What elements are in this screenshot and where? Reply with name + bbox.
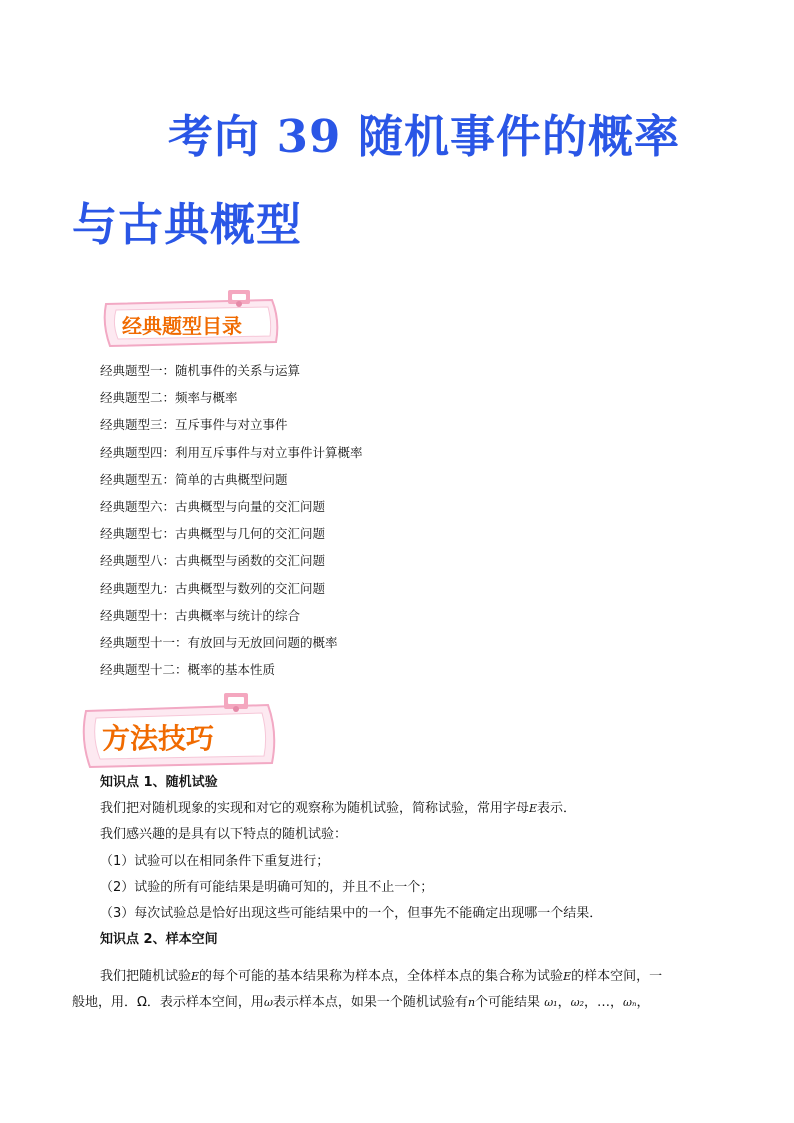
- text-segment: 表示．: [537, 801, 577, 817]
- math-var: E: [563, 970, 572, 983]
- page-title-line1: 考向 39 随机事件的概率: [168, 110, 680, 163]
- toc-item[interactable]: 经典题型八：古典概型与函数的交汇问题: [100, 553, 326, 569]
- paragraph-line: [72, 964, 722, 990]
- toc-item[interactable]: 经典题型三：互斥事件与对立事件: [100, 417, 288, 433]
- list-item: （2）试验的所有可能结果是明确可知的，并且不止一个；: [100, 879, 434, 895]
- toc-item[interactable]: 经典题型十二：概率的基本性质: [100, 662, 276, 678]
- math-var: ωₙ: [623, 996, 637, 1009]
- text-segment: 般地，用．Ω．表示样本空间，用: [72, 995, 264, 1010]
- math-var: ω₂: [570, 996, 584, 1009]
- list-item: （3）每次试验总是恰好出现这些可能结果中的一个，但事先不能确定出现哪一个结果．: [100, 905, 603, 921]
- toc-item[interactable]: 经典题型五：简单的古典概型问题: [100, 471, 288, 487]
- toc-item[interactable]: 经典题型十：古典概率与统计的综合: [100, 607, 301, 623]
- toc-item[interactable]: 经典题型六：古典概型与向量的交汇问题: [100, 498, 326, 514]
- text-segment: ，…，: [583, 995, 623, 1010]
- knowledge-body: [100, 773, 730, 956]
- text-segment: 的每个可能的基本结果称为样本点，全体样本点的集合称为试验: [199, 969, 564, 984]
- text-segment: ，: [557, 995, 571, 1010]
- text-segment: 我们把对随机现象的实现和对它的观察称为随机试验，简称试验，常用字母: [100, 801, 530, 817]
- section-banner-toc: [100, 290, 290, 350]
- toc-item[interactable]: 经典题型四：利用互斥事件与对立事件计算概率: [100, 444, 363, 460]
- toc-item[interactable]: 经典题型二：频率与概率: [100, 390, 238, 406]
- paragraph: [100, 799, 730, 825]
- page-title-line2: 与古典概型: [72, 198, 303, 251]
- list-item: （1）试验可以在相同条件下重复进行；: [100, 853, 330, 869]
- math-var: ω: [263, 996, 273, 1009]
- banner-methods-label: 方法技巧: [102, 722, 215, 755]
- banner-toc-label: 经典题型目录: [122, 314, 242, 338]
- toc-item[interactable]: 经典题型七：古典概型与几何的交汇问题: [100, 526, 326, 542]
- toc-item[interactable]: 经典题型一：随机事件的关系与运算: [100, 363, 301, 378]
- knowledge-point-2-title: 知识点 2、样本空间: [100, 932, 218, 948]
- math-var: E: [191, 970, 200, 983]
- paragraph-sample-space: [72, 964, 722, 1016]
- toc-list: [100, 361, 700, 687]
- toc-item[interactable]: 经典题型九：古典概型与数列的交汇问题: [100, 580, 326, 596]
- text-segment: 我们把随机试验: [100, 969, 192, 984]
- paragraph: 我们感兴趣的是具有以下特点的随机试验：: [100, 827, 348, 843]
- section-banner-methods: [78, 693, 288, 771]
- knowledge-point-1-title: 知识点 1、随机试验: [100, 775, 218, 790]
- paragraph-line: [72, 990, 722, 1016]
- text-segment: 的样本空间，一: [571, 969, 663, 984]
- math-var: n: [467, 996, 476, 1009]
- text-segment: ，: [636, 995, 650, 1010]
- math-var: ω₁: [544, 996, 558, 1009]
- toc-item[interactable]: 经典题型十一：有放回与无放回问题的概率: [100, 634, 338, 650]
- text-segment: 个可能结果: [475, 995, 541, 1010]
- math-var: E: [529, 802, 538, 816]
- text-segment: 表示样本点，如果一个随机试验有: [272, 995, 468, 1010]
